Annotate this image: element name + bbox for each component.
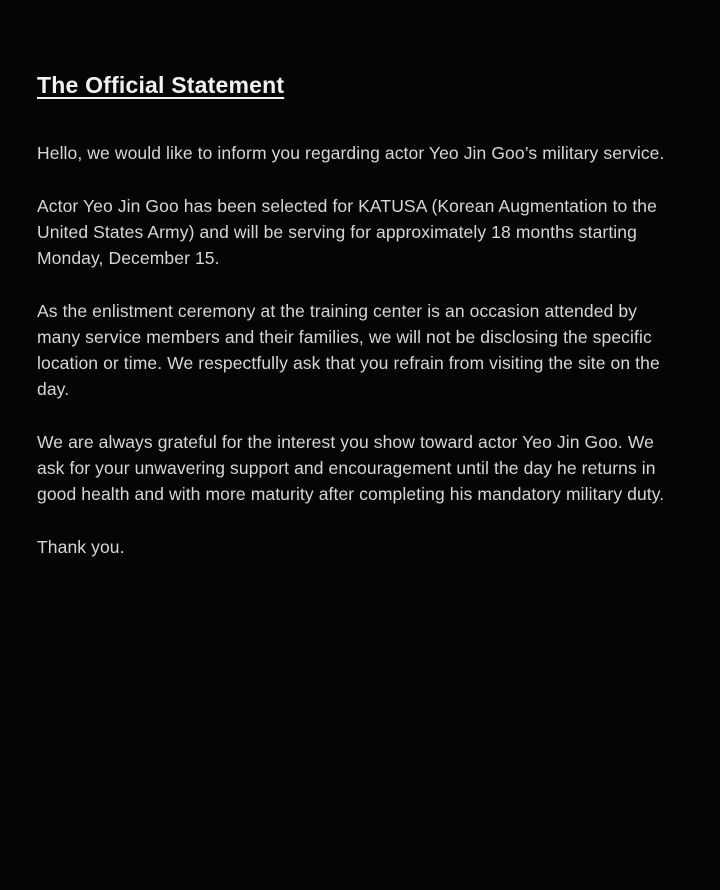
statement-paragraph-gratitude: We are always grateful for the interest you show toward actor Yeo Jin Goo. We ask for your unwavering support and encouragement until the day he returns in good health and with more maturity after completing his mandatory military duty. xyxy=(37,432,665,504)
statement-paragraph-thanks: Thank you. xyxy=(37,537,125,557)
statement-paragraph-ceremony: As the enlistment ceremony at the training center is an occasion attended by many service members and their families, we will not be disclosing the specific location or time. We respectfully ask that you refrain from visiting the site on the day. xyxy=(37,301,660,399)
statement-paragraph-katusa: Actor Yeo Jin Goo has been selected for KATUSA (Korean Augmentation to the United States Army) and will be serving for approximately 18 months starting Monday, December 15. xyxy=(37,196,657,268)
statement-paragraph-intro: Hello, we would like to inform you regarding actor Yeo Jin Goo’s military service. xyxy=(37,143,665,163)
statement-title: The Official Statement xyxy=(37,72,285,98)
